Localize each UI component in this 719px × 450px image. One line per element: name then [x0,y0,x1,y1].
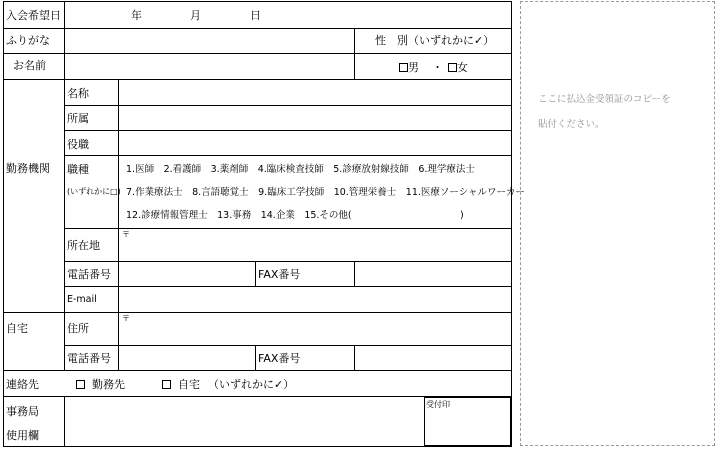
fax-divider [255,345,256,370]
contact-work-label: 勤務先 [92,378,125,391]
office-label-line2: 使用欄 [6,429,39,442]
row-divider [64,286,512,287]
workplace-fax-label: FAX番号 [258,268,301,281]
join-date-label: 入会希望日 [6,9,61,22]
gender-label: 性 別（いずれかに✓） [375,34,495,47]
form-border-top [3,1,512,2]
reception-stamp-label: 受付印 [426,400,450,409]
month-label: 月 [190,9,201,22]
workplace-email-label: E-mail [67,294,97,305]
receipt-instruction-line1: ここに払込金受領証のコピーを [538,94,671,105]
workplace-postal-mark: 〒 [122,230,130,239]
occupation-label: 職種 [67,163,89,176]
occupation-note: (いずれかに□) [67,187,121,196]
occupation-other-close: ) [460,210,464,221]
workplace-phone-label: 電話番号 [67,268,111,281]
office-label-line1: 事務局 [6,405,39,418]
row-divider [64,345,512,346]
gender-separator: ・ [432,61,443,74]
form-border-left [3,1,4,447]
female-checkbox[interactable] [448,63,457,72]
gender-female-option[interactable] [448,62,468,73]
contact-label: 連絡先 [6,378,39,391]
contact-note: （いずれかに✓） [208,378,295,391]
row-divider [64,155,512,156]
row-divider [3,370,512,371]
form-border-right [511,1,512,447]
male-checkbox[interactable] [399,63,408,72]
home-fax-label: FAX番号 [258,352,301,365]
home-phone-label: 電話番号 [67,352,111,365]
label-column-divider [64,1,65,370]
gender-column-divider [354,28,355,79]
workplace-position-label: 役職 [67,138,89,151]
fax-value-divider [354,345,355,370]
day-label: 日 [250,9,261,22]
row-divider [64,130,512,131]
receipt-copy-area [520,1,715,446]
fax-value-divider [354,261,355,286]
row-divider [3,53,512,54]
occupation-options-line2: 7.作業療法士 8.言語聴覚士 9.臨床工学技師 10.管理栄養士 11.医療ソーシャルワーカー [126,187,525,198]
occupation-options-line3: 12.診療情報管理士 13.事務 14.企業 15.その他( [126,210,352,221]
row-divider [64,261,512,262]
receipt-instruction-line2: 貼付ください。 [538,119,605,130]
row-divider [64,228,512,229]
furigana-label: ふりがな [6,34,50,47]
form-border-bottom [3,446,512,447]
home-postal-mark: 〒 [122,314,130,323]
contact-option-work[interactable] [76,379,125,390]
row-divider [3,28,512,29]
row-divider [3,79,512,80]
workplace-address-label: 所在地 [67,239,100,252]
home-label: 自宅 [6,322,28,335]
fax-divider [255,261,256,286]
row-divider [64,105,512,106]
female-label: 女 [457,61,468,74]
male-label: 男 [408,61,419,74]
workplace-label: 勤務機関 [6,162,50,175]
contact-work-checkbox[interactable] [76,380,85,389]
label-column-divider [64,396,65,446]
occupation-options-line1: 1.医師 2.看護師 3.薬剤師 4.臨床検査技師 5.診療放射線技師 6.理学療法士 [126,164,475,175]
sublabel-column-divider [118,79,119,370]
workplace-department-label: 所属 [67,112,89,125]
year-label: 年 [131,9,142,22]
contact-home-checkbox[interactable] [162,380,171,389]
contact-home-label: 自宅 [178,378,200,391]
row-divider [3,312,512,313]
home-address-label: 住所 [67,322,89,335]
contact-option-home[interactable] [162,379,200,390]
name-label: お名前 [13,59,46,72]
workplace-name-label: 名称 [67,87,89,100]
gender-male-option[interactable] [399,62,419,73]
